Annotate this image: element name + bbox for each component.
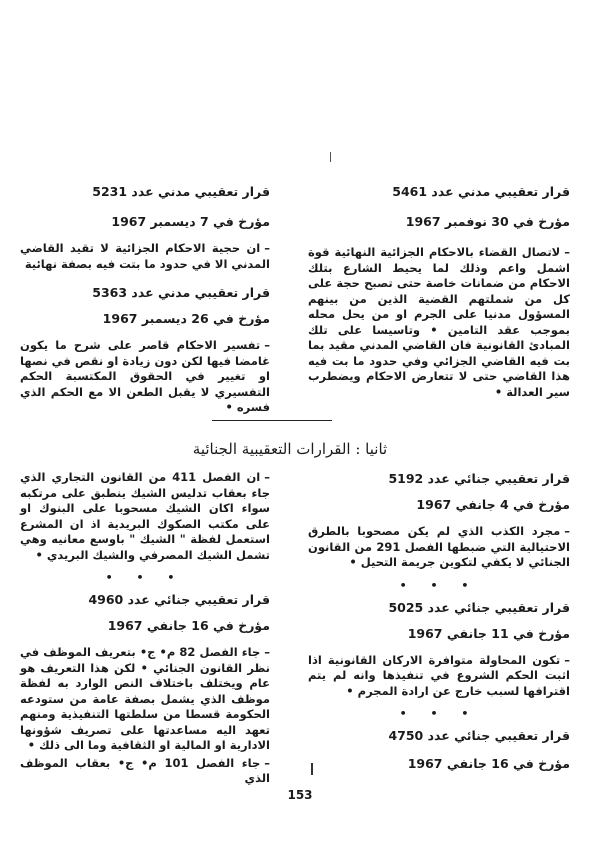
decision-paragraph: –تكون المحاولة متوافرة الاركان القانونية اذا اثبت الحكم الشروع في تنفيذها وانه لم يتم اقترافها لسبب خارج عن ارادة المجرم • bbox=[308, 652, 570, 698]
section-title: ثانيا : القرارات التعقيبية الجنائية bbox=[192, 440, 388, 458]
page-number: 153 bbox=[287, 788, 313, 802]
separator-dots: • • • bbox=[399, 707, 479, 720]
decision-paragraph: –مجرد الكذب الذي لم يكن مصحوبا بالطرق الاحتيالية التي ضبطها الفصل 291 من القانون الجنائي لا يكفي لتكوين جريمة التحيل • bbox=[308, 524, 570, 569]
separator-dots: • • • bbox=[399, 578, 479, 592]
decision-heading: قرار تعقيبي مدني عدد 5461 bbox=[392, 184, 570, 199]
decision-date: مؤرخ في 7 ديسمبر 1967 bbox=[111, 214, 270, 229]
decision-paragraph: –جاء الفصل 101 م• ج• بعقاب الموظف الذي bbox=[20, 755, 270, 785]
top-tick-mark bbox=[330, 152, 331, 162]
decision-paragraph: –جاء الفصل 82 م• ج• بتعريف الموظف في نظر القانون الجنائي • لكن هذا التعريف هو عام ويختلف باختلاف النص الوارد به لفظة موظف الذي يشمل بصفة عامة من ستودعه الحكومة قسطا من سلطتها التنفيذية ومنهم تعهد اليه مساعدتها على تصريف شؤونها الادارية او المالية او الثقافية وما الى ذلك • bbox=[20, 645, 270, 752]
decision-paragraph: –لاتصال القضاء بالاحكام الجزائية النهائية قوة اشمل واعم وذلك لما يحيط الشارع بتلك الاحكام من ضمانات خاصة حتى تصبح حجة على كل من شملتهم القضية الذين من بينهم المسؤول مدنيا على الجرم او من يحل محله بموجب عقد التامين • وتاسيسا على تلك المبادئ القانونية فان القاضي المدني مقيد بما بت فيه القاضي الجزائي وفي حدود ما بت فيه هذا القاضي حتى لا تتعارض الاحكام ويضطرب سير العدالة • bbox=[308, 245, 570, 399]
bottom-tick-mark bbox=[311, 763, 313, 775]
decision-heading: قرار تعقيبي جنائي عدد 4960 bbox=[88, 592, 270, 607]
section-divider bbox=[212, 420, 332, 421]
decision-date: مؤرخ في 4 جانفي 1967 bbox=[416, 497, 570, 512]
decision-paragraph: –ان حجية الاحكام الجزائية لا تقيد القاضي المدني الا في حدود ما بتت فيه بصفة نهائية bbox=[20, 241, 270, 271]
decision-date: مؤرخ في 16 جانفي 1967 bbox=[407, 756, 570, 771]
bottom-right-column bbox=[308, 470, 570, 773]
separator-dots: • • • bbox=[105, 571, 185, 584]
decision-date: مؤرخ في 16 جانفي 1967 bbox=[107, 618, 270, 633]
decision-heading: قرار تعقيبي مدني عدد 5231 bbox=[92, 184, 270, 199]
decision-date: مؤرخ في 30 نوفمبر 1967 bbox=[405, 214, 570, 229]
decision-heading: قرار تعقيبي جنائي عدد 5192 bbox=[388, 471, 570, 486]
decision-heading: قرار تعقيبي جنائي عدد 5025 bbox=[388, 599, 570, 615]
decision-date: مؤرخ في 11 جانفي 1967 bbox=[407, 625, 570, 641]
decision-paragraph: –ان الفصل 411 من القانون التجاري الذي جاء بعقاب تدليس الشيك ينطبق على مرتكبه سواء اكان الشيك مسحوبا على البنوك او على مكتب الصكوك البريدية اذ ان المشرع استعمل لفظة " الشيك " باوسع معانيه وهي تشمل الشيك المصرفي والشيك البريدي • bbox=[20, 470, 270, 562]
decision-heading: قرار تعقيبي جنائي عدد 4750 bbox=[388, 728, 570, 743]
decision-paragraph: –تفسير الاحكام قاصر على شرح ما يكون غامضا فيها لكن دون زيادة او نقص في نصها او تغيير في الحقوق المكتسبة الحكم التفسيري لا يقبل الطعن الا مع الحكم الذي فسره • bbox=[20, 338, 270, 414]
decision-date: مؤرخ في 26 ديسمبر 1967 bbox=[102, 311, 270, 326]
bottom-left-column bbox=[20, 470, 270, 787]
top-left-column bbox=[20, 183, 270, 416]
decision-heading: قرار تعقيبي مدني عدد 5363 bbox=[92, 285, 270, 300]
top-right-column bbox=[308, 183, 570, 400]
